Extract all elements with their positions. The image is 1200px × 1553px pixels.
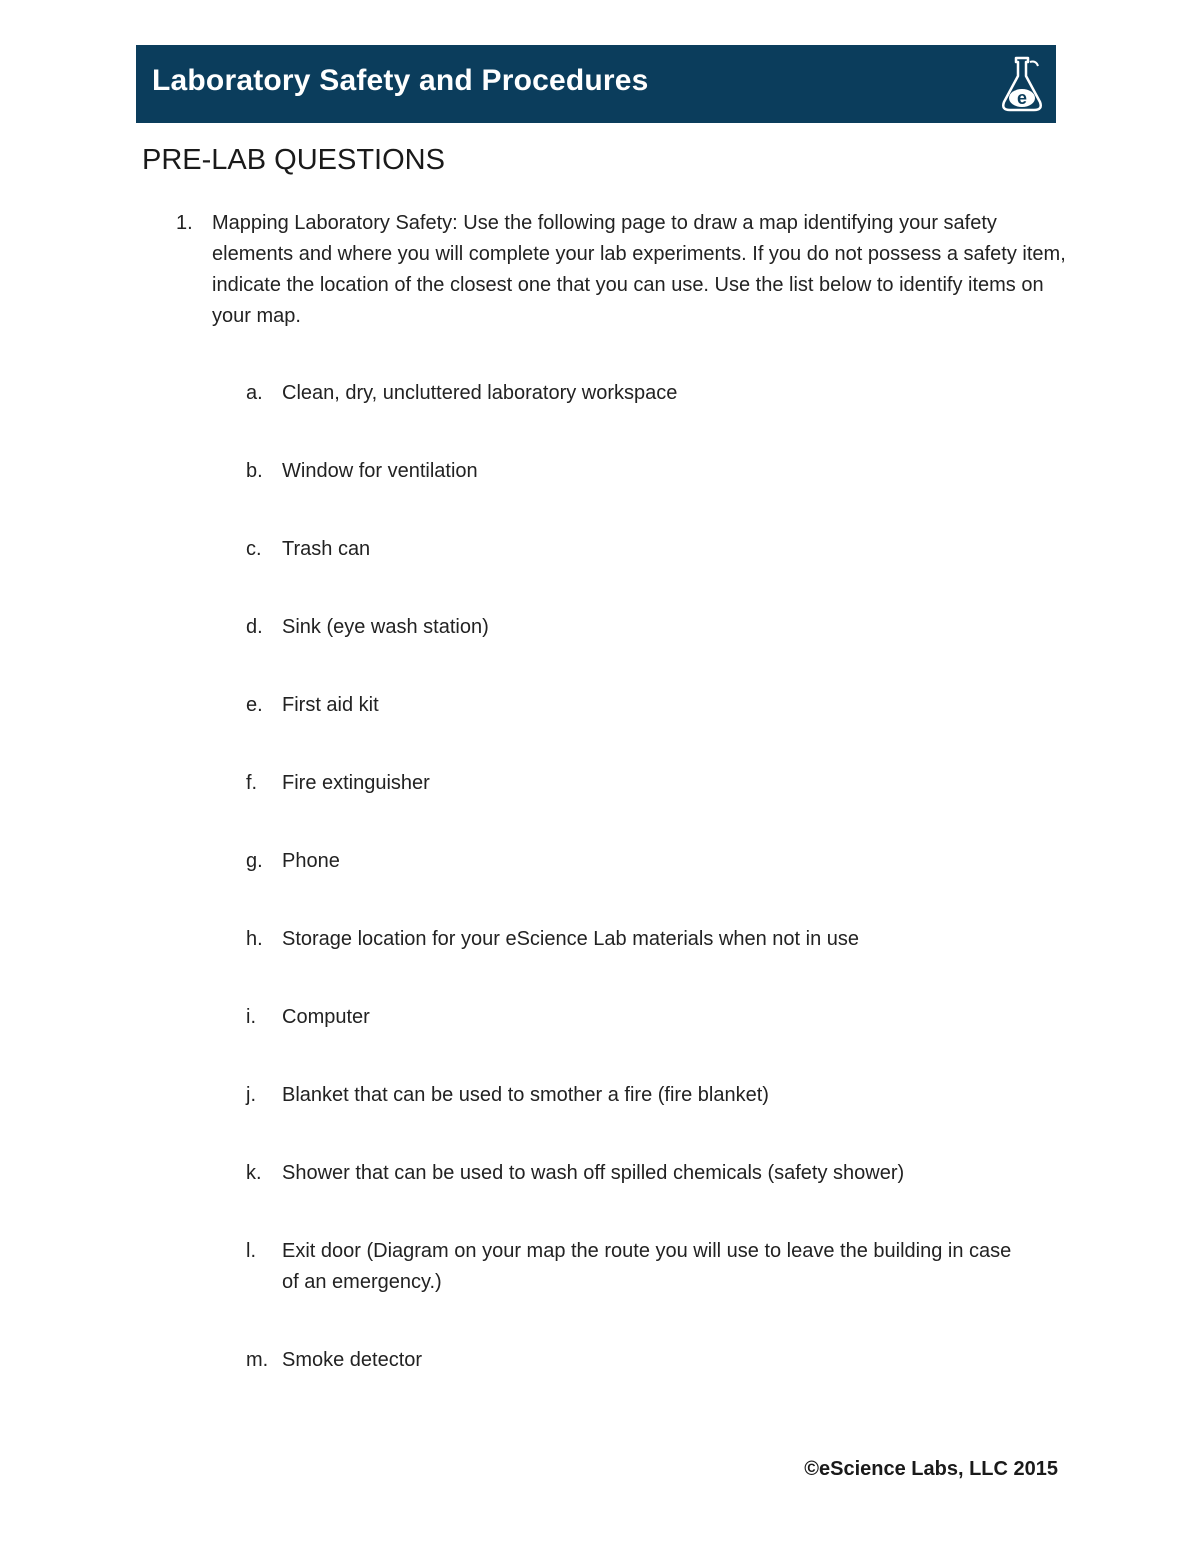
section-title: PRE-LAB QUESTIONS bbox=[142, 144, 445, 176]
list-item bbox=[246, 690, 1046, 721]
item-letter: k. bbox=[246, 1162, 262, 1184]
item-letter: h. bbox=[246, 928, 263, 950]
list-item bbox=[246, 1236, 1026, 1298]
list-item bbox=[246, 1158, 1046, 1189]
item-text: Shower that can be used to wash off spilled chemicals (safety shower) bbox=[282, 1162, 905, 1184]
list-item bbox=[246, 378, 1046, 409]
list-item bbox=[246, 612, 1046, 643]
flask-logo-icon bbox=[998, 54, 1046, 114]
item-letter: j. bbox=[246, 1084, 256, 1106]
item-letter: g. bbox=[246, 850, 263, 872]
list-item bbox=[246, 1002, 1046, 1033]
item-letter: i. bbox=[246, 1006, 256, 1028]
item-text: Sink (eye wash station) bbox=[282, 616, 489, 638]
question-1 bbox=[176, 208, 1066, 332]
list-item bbox=[246, 846, 1046, 877]
item-text: Computer bbox=[282, 1006, 370, 1028]
item-letter: f. bbox=[246, 772, 258, 794]
item-text: Window for ventilation bbox=[282, 460, 478, 482]
item-letter: e. bbox=[246, 694, 263, 716]
question-text: Mapping Laboratory Safety: Use the following page to draw a map identifying your safety elements and where you will complete your lab experiments. If you do not possess a safety item, indicate the location of the closest one that you can use. Use the list below to identify items on your map. bbox=[212, 212, 1066, 327]
item-text: Trash can bbox=[282, 538, 371, 560]
list-item bbox=[246, 924, 1046, 955]
header-bar bbox=[136, 45, 1056, 123]
item-letter: c. bbox=[246, 538, 262, 560]
item-letter: d. bbox=[246, 616, 263, 638]
list-item bbox=[246, 1345, 1046, 1376]
document-title: Laboratory Safety and Procedures bbox=[152, 64, 649, 97]
item-letter: l. bbox=[246, 1240, 256, 1262]
question-number: 1. bbox=[176, 212, 193, 234]
item-letter: b. bbox=[246, 460, 263, 482]
item-text: Fire extinguisher bbox=[282, 772, 430, 794]
item-letter: m. bbox=[246, 1349, 269, 1371]
item-text: Smoke detector bbox=[282, 1349, 423, 1371]
item-letter: a. bbox=[246, 382, 263, 404]
item-text: First aid kit bbox=[282, 694, 379, 716]
item-text: Phone bbox=[282, 850, 340, 872]
copyright-footer: ©eScience Labs, LLC 2015 bbox=[804, 1458, 1058, 1480]
list-item bbox=[246, 1080, 1046, 1111]
item-text: Clean, dry, uncluttered laboratory workspace bbox=[282, 382, 678, 404]
list-item bbox=[246, 534, 1046, 565]
list-item bbox=[246, 768, 1046, 799]
item-text: Blanket that can be used to smother a fire (fire blanket) bbox=[282, 1084, 769, 1106]
list-item bbox=[246, 456, 1046, 487]
item-text: Exit door (Diagram on your map the route you will use to leave the building in case of an emergency.) bbox=[282, 1240, 1012, 1293]
svg-text:e: e bbox=[1016, 88, 1028, 108]
item-text: Storage location for your eScience Lab materials when not in use bbox=[282, 928, 860, 950]
